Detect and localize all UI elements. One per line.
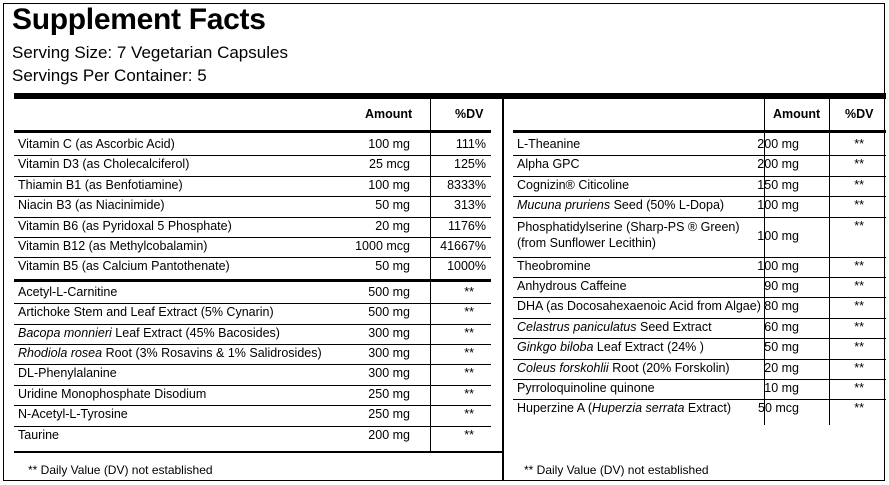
ingredient-name-text: Cognizin® Citicoline [517,177,630,192]
ingredient-name [18,326,280,340]
ingredient-name-text: Pyrroloquinoline quinone [517,381,655,395]
table-row [517,297,882,317]
ingredient-name-text: Acetyl-L-Carnitine [18,284,118,299]
top-thick-rule [14,93,886,99]
amount-value: 90 mg [764,279,799,293]
ingredient-name-text: DL-Phenylalanine [18,366,117,381]
dv-value: ** [854,279,864,293]
ingredient-name-text: L-Theanine [517,137,581,151]
table-row [18,364,488,384]
ingredient-name [18,219,232,233]
amount-value: 150 mg [757,177,799,192]
ingredient-name-text: Leaf Extract (24% ) [593,340,704,355]
amount-value: 200 mg [368,427,410,442]
right-amount-header: Amount [773,107,821,121]
ingredient-name [18,285,117,299]
ingredient-name-text: Root (20% Forskolin) [608,360,730,375]
dv-value: 41667% [440,239,486,253]
table-row [517,155,882,175]
table-row [517,257,882,277]
amount-value: 10 mg [764,381,799,395]
dv-value: ** [854,218,864,233]
amount-value: 1000 mcg [355,239,410,253]
right-dv-header: %DV [845,107,874,121]
amount-value: 50 mg [764,340,799,355]
amount-value: 20 mg [764,360,799,375]
table-row [18,283,488,303]
ingredient-botanical-name: Ginkgo biloba [517,340,594,355]
ingredient-botanical-name: Coleus forskohlii [517,360,609,375]
section-thick-rule [14,279,491,282]
table-row [517,359,882,379]
left-amount-header: Amount [365,107,413,121]
right-footnote: ** Daily Value (DV) not established [524,463,709,477]
ingredient-name-text: Vitamin B5 (as Calcium Pantothenate) [18,259,230,274]
ingredient-name [517,137,580,151]
dv-value: ** [464,325,474,340]
table-row [517,338,882,358]
dv-value: ** [854,258,864,273]
amount-value: 250 mg [368,386,410,401]
table-row [18,303,488,323]
table-row [517,318,882,338]
dv-value: ** [854,381,864,395]
amount-value: 50 mg [375,198,410,213]
table-row [18,217,488,237]
amount-value: 100 mg [368,137,410,151]
ingredient-name [517,401,731,415]
dv-value: ** [464,284,474,299]
table-row [18,385,488,405]
ingredient-name [18,137,175,151]
dv-value: ** [854,157,864,172]
amount-value: 60 mg [764,319,799,334]
table-row [517,176,882,196]
ingredient-name [18,259,230,273]
panel-title: Supplement Facts [12,3,266,36]
ingredient-name-text: Thiamin B1 (as Benfotiamine) [18,177,183,192]
servings-per-container: Servings Per Container: 5 [12,66,207,85]
dv-value: ** [854,401,864,416]
ingredient-name-text: Root (3% Rosavins & 1% Salidrosides) [102,346,322,360]
amount-value: 100 mg [757,258,799,273]
ingredient-name [18,407,128,421]
ingredient-name [18,178,183,192]
ingredient-botanical-name: Bacopa monnieri [18,325,112,340]
amount-value: 100 mg [757,198,799,213]
ingredient-name-text: DHA (as Docosahexaenoic Acid from Algae) [517,299,761,314]
amount-value: 200 mg [757,157,799,172]
table-row [18,196,488,216]
ingredient-name [18,157,189,171]
dv-value: 1176% [448,218,486,233]
table-row [517,217,882,257]
dv-value: 111% [455,137,486,151]
ingredient-name [18,387,206,401]
ingredient-name [517,299,761,313]
table-row [517,379,882,399]
dv-value: ** [854,319,864,334]
amount-value: 500 mg [368,284,410,299]
table-row [18,324,488,344]
ingredient-botanical-name: Mucuna pruriens [517,198,611,213]
ingredient-name-text: Vitamin B12 (as Methylcobalamin) [18,239,208,253]
ingredient-name-text: Taurine [18,427,59,442]
ingredient-name-text: Leaf Extract (45% Bacosides) [111,325,280,340]
ingredient-botanical-name: Huperzia serrata [592,401,685,416]
table-row [18,405,488,425]
ingredient-name [18,239,207,253]
table-row [18,257,488,277]
ingredient-name [517,157,580,171]
serving-size: Serving Size: 7 Vegetarian Capsules [12,43,288,62]
ingredient-name [517,198,724,212]
dv-value: ** [464,366,474,381]
left-dv-header: %DV [455,107,484,121]
ingredient-name [517,178,629,192]
amount-value: 200 mg [757,137,799,151]
ingredient-name-text: Phosphatidylserine (Sharp-PS ® Green) [517,219,740,234]
ingredient-name [517,219,740,251]
amount-value: 100 mg [757,228,799,243]
ingredient-name-prefix: Huperzine A ( [517,401,593,416]
ingredient-name-text: Vitamin C (as Ascorbic Acid) [18,137,175,151]
dv-value: ** [464,305,474,320]
ingredient-name [517,320,712,334]
left-footer-rule [14,451,503,453]
table-row [18,176,488,196]
table-row [517,277,882,297]
ingredient-botanical-name: Rhodiola rosea [18,346,103,360]
ingredient-name-text: Uridine Monophosphate Disodium [18,386,207,401]
table-row [517,196,882,216]
ingredient-name [18,305,274,319]
dv-value: ** [854,198,864,213]
amount-value: 50 mg [375,259,410,274]
ingredient-name-text: Anhydrous Caffeine [517,279,627,293]
ingredient-botanical-name: Celastrus paniculatus [517,319,637,334]
ingredient-name-text: Theobromine [517,258,591,273]
dv-value: ** [854,177,864,192]
ingredient-name-line2: (from Sunflower Lecithin) [517,235,656,250]
amount-value: 25 mcg [369,157,410,172]
dv-value: ** [464,427,474,442]
table-row [18,135,488,155]
right-header-rule [513,130,886,133]
ingredient-name [18,346,322,360]
dv-value: ** [854,299,864,314]
ingredient-name [517,279,627,293]
ingredient-name-text: Alpha GPC [517,157,580,172]
table-row [517,135,882,155]
dv-value: ** [854,340,864,355]
amount-value: 50 mcg [758,401,799,416]
table-row [18,344,488,364]
ingredient-name [517,259,591,273]
ingredient-name-text: Seed Extract [636,319,712,334]
ingredient-name [18,198,165,212]
dv-value: ** [854,360,864,375]
ingredient-name [517,340,704,354]
ingredient-name [18,428,59,442]
table-row [18,155,488,175]
dv-value: ** [464,407,474,422]
table-row [18,237,488,257]
amount-value: 500 mg [368,305,410,320]
dv-value: ** [464,346,474,360]
table-row [18,426,488,446]
amount-value: 80 mg [764,299,799,314]
dv-value: ** [854,137,864,151]
table-row [517,399,882,419]
dv-value: 8333% [447,177,486,192]
dv-value: 313% [454,198,486,213]
ingredient-name-text: Niacin B3 (as Niacinimide) [18,198,165,213]
ingredient-name [18,366,117,380]
ingredient-name-text: Vitamin D3 (as Cholecalciferol) [18,157,190,172]
ingredient-name-text: Artichoke Stem and Leaf Extract (5% Cynarin) [18,305,274,320]
ingredient-name [517,381,655,395]
left-header-rule [14,130,491,133]
amount-value: 300 mg [368,325,410,340]
amount-value: 300 mg [368,366,410,381]
dv-value: 1000% [447,259,486,274]
ingredient-name [517,361,730,375]
column-divider [502,99,504,481]
ingredient-name-text: Extract) [684,401,731,416]
dv-value: 125% [454,157,486,172]
amount-value: 250 mg [368,407,410,422]
ingredient-name-text: Seed (50% L-Dopa) [610,198,725,213]
amount-value: 100 mg [368,177,410,192]
amount-value: 300 mg [368,346,410,360]
ingredient-name-text: N-Acetyl-L-Tyrosine [18,407,128,422]
dv-value: ** [464,386,474,401]
ingredient-name-text: Vitamin B6 (as Pyridoxal 5 Phosphate) [18,218,232,233]
amount-value: 20 mg [375,218,410,233]
left-footnote: ** Daily Value (DV) not established [28,463,213,477]
